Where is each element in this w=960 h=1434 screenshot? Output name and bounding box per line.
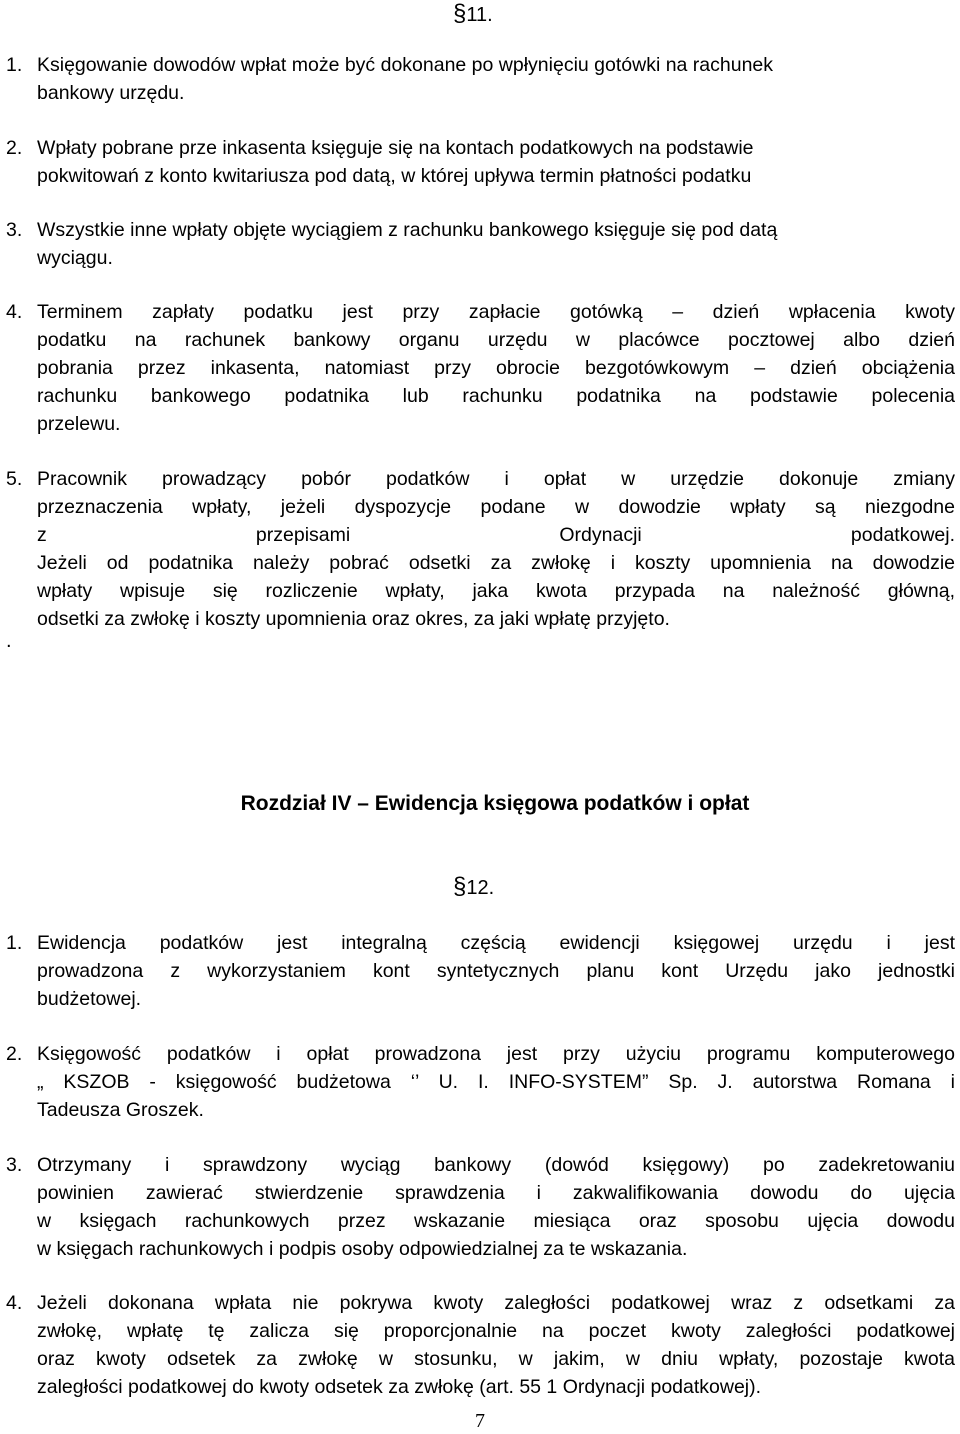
- text-line: zaległości podatkowej do kwoty odsetek za zwłokę (art. 55 1 Ordynacji podatkowej).: [37, 1376, 762, 1398]
- item-number: 4.: [6, 301, 23, 323]
- text-line: Ewidencja podatków jest integralną częścią ewidencji księgowej urzędu i jest: [37, 932, 955, 954]
- text-line: Tadeusza Groszek.: [37, 1099, 204, 1121]
- text-line: pokwitowań z konto kwitariusza pod datą, w której upływa termin płatności podatku: [37, 165, 752, 187]
- paragraph-sign: §: [453, 0, 467, 27]
- item-text: [37, 1289, 955, 1401]
- text-line: „ KSZOB - księgowość budżetowa ‘’ U. I. INFO-SYSTEM” Sp. J. autorstwa Romana i: [37, 1071, 955, 1093]
- item-text: [37, 298, 955, 438]
- item-number: 2.: [6, 137, 23, 159]
- item-number: 1.: [6, 54, 23, 76]
- item-text: [37, 1040, 955, 1124]
- page-number: 7: [475, 1410, 485, 1432]
- text-line: budżetowej.: [37, 988, 142, 1010]
- text-line: Terminem zapłaty podatku jest przy zapłacie gotówką – dzień wpłacenia kwoty: [37, 301, 955, 323]
- section-11-heading: [453, 0, 493, 28]
- text-line: powinien zawierać stwierdzenie sprawdzenia i zakwalifikowania dowodu do ujęcia: [37, 1182, 955, 1204]
- item-number: 3.: [6, 1154, 23, 1176]
- text-line: przelewu.: [37, 413, 121, 435]
- stray-dot: .: [6, 630, 12, 652]
- item-text: [37, 465, 955, 633]
- text-line: zwłokę, wpłatę tę zalicza się proporcjonalnie na poczet kwoty zaległości podatkowej: [37, 1320, 955, 1342]
- item-text: [37, 929, 955, 1013]
- text-line: z przepisami Ordynacji podatkowej.: [37, 524, 955, 546]
- chapter-title: Rozdział IV – Ewidencja księgowa podatków i opłat: [240, 792, 750, 815]
- section-12-heading: [453, 873, 494, 901]
- item-number: 3.: [6, 219, 23, 241]
- text-line: Księgowanie dowodów wpłat może być dokonane po wpłynięciu gotówki na rachunek: [37, 54, 774, 76]
- text-line: w księgach rachunkowych i podpis osoby odpowiedzialnej za te wskazania.: [37, 1238, 688, 1260]
- item-text: [37, 51, 955, 107]
- item-text: [37, 134, 955, 190]
- paragraph-sign: §: [453, 873, 467, 900]
- text-line: w księgach rachunkowych przez wskazanie miesiąca oraz sposobu ujęcia dowodu: [37, 1210, 955, 1232]
- section-number: 12.: [466, 877, 495, 899]
- item-text: [37, 216, 955, 272]
- item-number: 4.: [6, 1292, 23, 1314]
- text-line: Wszystkie inne wpłaty objęte wyciągiem z rachunku bankowego księguje się pod datą: [37, 219, 778, 241]
- item-number: 1.: [6, 932, 23, 954]
- item-number: 5.: [6, 468, 23, 490]
- section-number: 11.: [466, 4, 493, 26]
- item-text: [37, 1151, 955, 1263]
- text-line: podatku na rachunek bankowy organu urzędu w placówce pocztowej albo dzień: [37, 329, 955, 351]
- text-line: wyciągu.: [37, 247, 113, 269]
- text-line: pobrania przez inkasenta, natomiast przy obrocie bezgotówkowym – dzień obciążenia: [37, 357, 955, 379]
- text-line: oraz kwoty odsetek za zwłokę w stosunku, w jakim, w dniu wpłaty, pozostaje kwota: [37, 1348, 955, 1370]
- text-line: Otrzymany i sprawdzony wyciąg bankowy (dowód księgowy) po zadekretowaniu: [37, 1154, 955, 1176]
- text-line: rachunku bankowego podatnika lub rachunku podatnika na podstawie polecenia: [37, 385, 955, 407]
- text-line: Jeżeli od podatnika należy pobrać odsetki za zwłokę i koszty upomnienia na dowodzie: [37, 552, 955, 574]
- text-line: Wpłaty pobrane prze inkasenta księguje się na kontach podatkowych na podstawie: [37, 137, 754, 159]
- text-line: Pracownik prowadzący pobór podatków i opłat w urzędzie dokonuje zmiany: [37, 468, 955, 490]
- text-line: odsetki za zwłokę i koszty upomnienia oraz okres, za jaki wpłatę przyjęto.: [37, 608, 670, 630]
- text-line: Księgowość podatków i opłat prowadzona jest przy użyciu programu komputerowego: [37, 1043, 955, 1065]
- text-line: przeznaczenia wpłaty, jeżeli dyspozycje podane w dowodzie wpłaty są niezgodne: [37, 496, 955, 518]
- text-line: bankowy urzędu.: [37, 82, 185, 104]
- text-line: prowadzona z wykorzystaniem kont syntetycznych planu kont Urzędu jako jednostki: [37, 960, 955, 982]
- item-number: 2.: [6, 1043, 23, 1065]
- text-line: Jeżeli dokonana wpłata nie pokrywa kwoty zaległości podatkowej wraz z odsetkami za: [37, 1292, 955, 1314]
- text-line: wpłaty wpisuje się rozliczenie wpłaty, jaka kwota przypada na należność główną,: [37, 580, 955, 602]
